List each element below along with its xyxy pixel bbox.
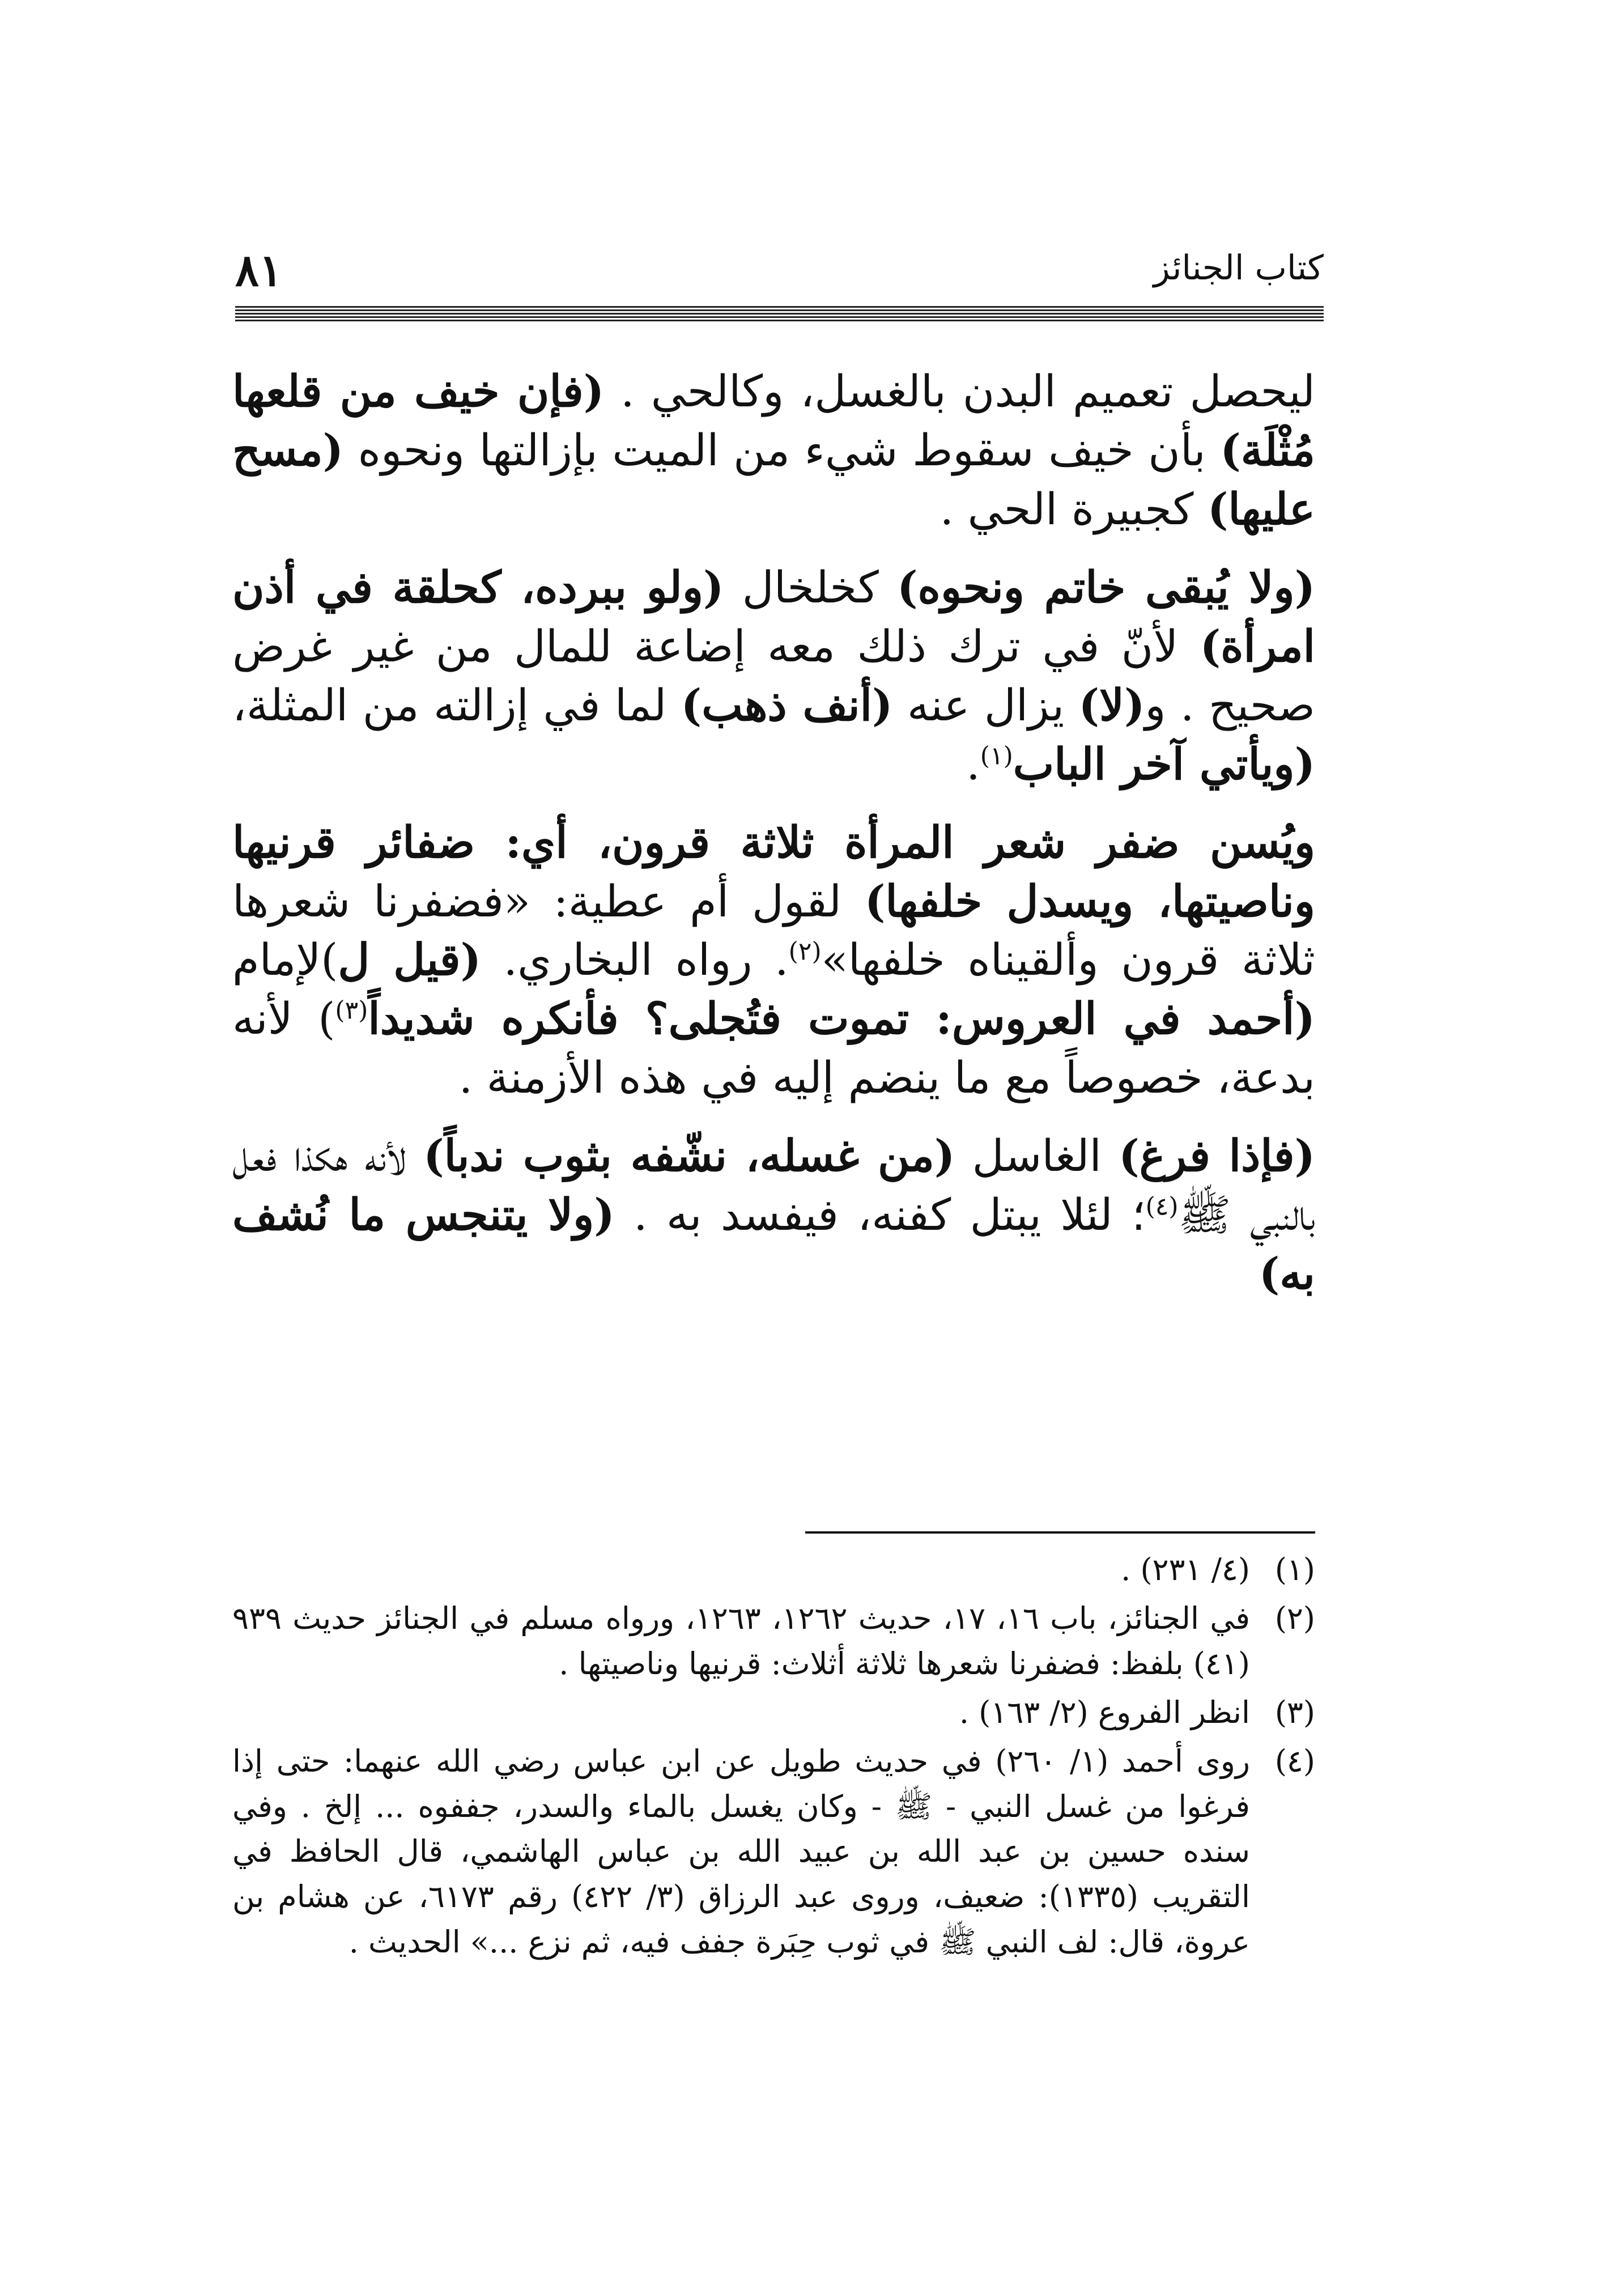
sharh-text: يزال عنه — [892, 680, 1079, 731]
sharh-text: كخلخال — [724, 562, 898, 613]
sharh-text: ليحصل تعميم البدن بالغسل، وكالحي . — [604, 367, 1316, 417]
main-text — [232, 363, 1315, 1323]
footnote-number: (١) — [1274, 1552, 1315, 1587]
footnote-separator — [805, 1531, 1315, 1534]
sharh-text: لقول أم عطية: «فضفرنا شعرها ثلاثة قرون وألقيناه خلفها» — [232, 876, 1315, 986]
matn-text: (ويأتي آخر الباب — [1013, 738, 1315, 790]
matn-text: (مسح عليها) — [232, 424, 1315, 535]
footnote-ref: (٣) — [335, 996, 368, 1025]
matn-text: (لا) — [1078, 680, 1145, 731]
sharh-text: لما في إزالته من المثلة، — [232, 680, 681, 731]
sharh-text: لأنه هكذا فعل بالنبي ﷺ — [232, 1131, 1315, 1241]
running-title: كتاب الجنائز — [1153, 248, 1324, 288]
sharh-text: . رواه البخاري. — [481, 935, 789, 986]
footnote-item — [232, 1547, 1315, 1593]
matn-text: (ولا يُبقى خاتم ونحوه) — [897, 562, 1315, 613]
footnote-text: روى أحمد (١/ ٢٦٠) في حديث طويل عن ابن عباس رضي الله عنهما: حتى إذا فرغوا من غسل النبي - ﷺ - وكان يغسل بالماء والسدر، جففوه ... إلخ . وفي سنده حسين بن عبد الله بن عبيد الله بن عباس الهاشمي، قال الحافظ في التقريب (١٣٣٥): ضعيف، وروى عبد الرزاق (٣/ ٤٢٢) رقم ٦١٧٣، عن هشام بن عروة، قال: لف النبي ﷺ في ثوب حِبَرة جفف فيه، ثم نزع ...» الحديث . — [232, 1743, 1250, 1960]
body-paragraph — [232, 814, 1315, 1109]
matn-text: (أنف ذهب) — [681, 680, 893, 731]
footnote-number: (٤) — [1274, 1743, 1315, 1779]
matn-text: (من غسله، نشّفه بثوب ندباً) — [423, 1131, 955, 1182]
matn-text: (أحمد في العروس: تموت فتُجلى؟ فأنكره شديداً — [368, 993, 1315, 1045]
footnote-text: (٤/ ٢٣١) . — [1121, 1552, 1250, 1587]
footnote-ref: (٤) — [1145, 1192, 1179, 1221]
footnote-item — [232, 1596, 1315, 1687]
matn-text: (ولا يتنجس ما نُشف به) — [232, 1190, 1315, 1300]
footnote-number: (٢) — [1274, 1600, 1315, 1636]
sharh-text: بأن خيف سقوط شيء من الميت بإزالتها ونحوه — [343, 425, 1221, 476]
page-number: ٨١ — [235, 245, 283, 296]
matn-text: (فإن خيف من قلعها مُثْلَة) — [232, 366, 1315, 476]
footnote-ref: (١) — [980, 741, 1013, 770]
footnote-text: انظر الفروع (٢/ ١٦٣) . — [959, 1694, 1250, 1730]
footnotes — [232, 1547, 1315, 1968]
body-paragraph — [232, 363, 1315, 540]
matn-text: ويُسن ضفر شعر المرأة ثلاثة قرون، أي: ضفائر قرنيها وناصيتها، ويسدل خلفها) — [232, 817, 1315, 927]
footnote-item — [232, 1739, 1315, 1965]
sharh-text: الغاسل — [955, 1131, 1119, 1182]
sharh-text: لأنّ في ترك ذلك معه إضاعة للمال من غير غرض صحيح . و — [232, 621, 1315, 731]
footnote-text: في الجنائز، باب ١٦، ١٧، حديث ١٢٦٢، ١٢٦٣، ورواه مسلم في الجنائز حديث ٩٣٩ (٤١) بلفظ: فضفرنا شعرها ثلاثة أثلاث: قرنيها وناصيتها . — [232, 1600, 1251, 1681]
body-paragraph — [232, 1127, 1315, 1304]
sharh-text: . — [966, 739, 980, 790]
sharh-text: ؛ لئلا يبتل كفنه، فيفسد به . — [614, 1190, 1146, 1241]
footnote-number: (٣) — [1274, 1694, 1315, 1730]
sharh-text: ) لأنه بدعة، خصوصاً مع ما ينضم إليه في هذه الأزمنة . — [232, 994, 1315, 1104]
matn-text: (قيل ل — [338, 935, 482, 986]
body-paragraph — [232, 559, 1315, 795]
matn-text: (ولو ببرده، كحلقة في أذن امرأة) — [232, 562, 1315, 672]
page-header — [235, 245, 1324, 296]
matn-text: (فإذا فرغ) — [1119, 1131, 1315, 1182]
footnote-item — [232, 1690, 1315, 1735]
footnote-ref: (٢) — [788, 937, 822, 966]
sharh-text: )لإمام — [232, 935, 338, 986]
sharh-text: كجبيرة الحي . — [939, 484, 1208, 535]
header-rule — [235, 306, 1324, 323]
